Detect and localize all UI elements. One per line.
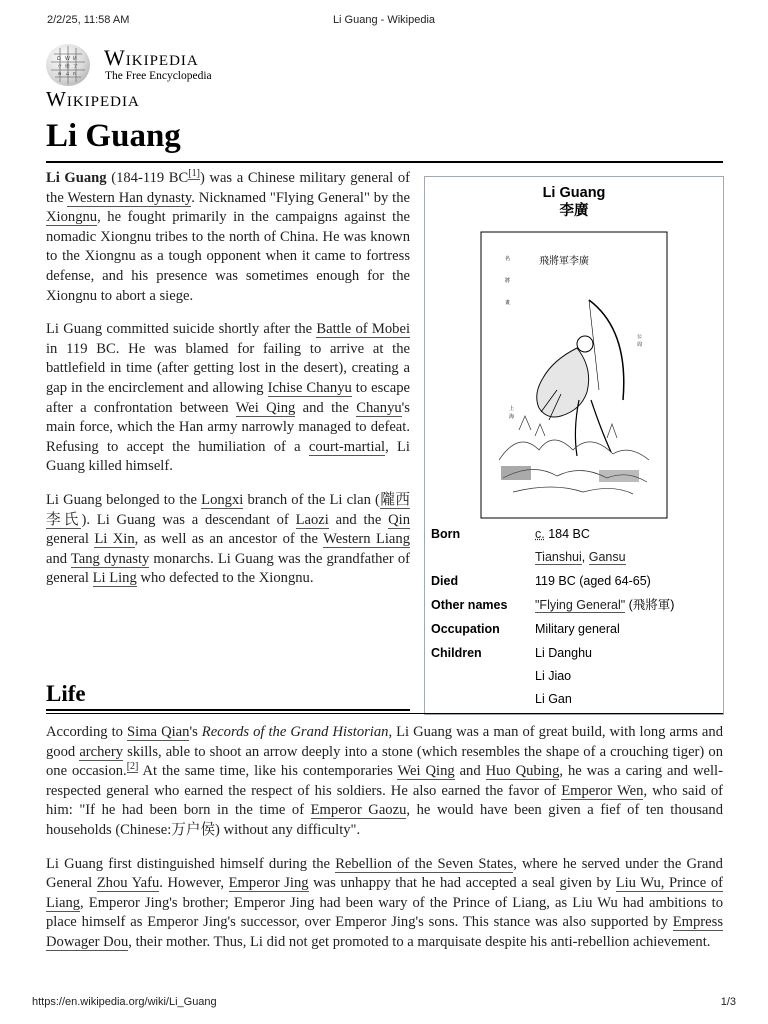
infobox-title bbox=[425, 184, 723, 220]
link-emperor-wen[interactable]: Emperor Wen bbox=[561, 782, 644, 799]
link-circa[interactable]: c. bbox=[535, 527, 545, 541]
section-divider bbox=[46, 709, 410, 711]
infobox-table bbox=[431, 526, 719, 722]
text-span: Li Guang first distinguished himself during the bbox=[46, 855, 336, 872]
link-western-han[interactable]: Western Han dynasty bbox=[67, 189, 192, 206]
svg-text:И: И bbox=[73, 56, 77, 62]
text-span: . Nicknamed "Flying General" by the bbox=[191, 189, 411, 206]
infobox-row-born bbox=[431, 526, 719, 573]
text-span: , he was a caring and well-respected general who earned the respect of his soldiers. He also earned the favor of bbox=[46, 763, 723, 799]
wikipedia-wordmark-secondary: Wikipedia bbox=[46, 87, 140, 111]
infobox-name-chinese: 李廣 bbox=[559, 203, 589, 219]
reference-link[interactable]: [1] bbox=[188, 168, 200, 180]
infobox bbox=[424, 176, 724, 715]
svg-text:ア: ア bbox=[73, 64, 79, 70]
text-span: monarchs. Li Guang was the grandfather of general bbox=[46, 550, 410, 587]
link-emperor-jing[interactable]: Emperor Jing bbox=[228, 875, 309, 892]
text-span: According to bbox=[46, 724, 128, 740]
svg-text:ค: ค bbox=[58, 71, 62, 77]
infobox-value: Military general bbox=[535, 622, 620, 636]
text-span: was unhappy that he had accepted a seal given by bbox=[308, 875, 616, 892]
text-span: , who said of him: "If he had been born in the time of bbox=[46, 782, 723, 819]
text-span: and the bbox=[295, 399, 357, 416]
life-text bbox=[46, 723, 723, 967]
text-span: ) was a Chinese military general of the bbox=[46, 170, 410, 206]
infobox-row-other-names bbox=[431, 597, 719, 621]
text-span: ). Li Guang was a descendant of bbox=[81, 511, 296, 528]
text-span: Li Guang belonged to the bbox=[46, 491, 202, 508]
intro-paragraph-2 bbox=[46, 320, 410, 477]
text-span: 's bbox=[189, 724, 202, 740]
wikipedia-wordmark: Wikipedia bbox=[104, 45, 199, 70]
text-span: , he would have been given a fief of ten thousand households (Chinese:万户侯) without any difficulty". bbox=[46, 802, 723, 838]
svg-text:维: 维 bbox=[65, 64, 71, 70]
section-heading-life: Life bbox=[46, 681, 86, 706]
infobox-label: Occupation bbox=[431, 622, 500, 636]
wikipedia-globe-icon bbox=[46, 44, 90, 86]
link-battle-of-mobei[interactable]: Battle of Mobei bbox=[316, 321, 410, 338]
intro-text bbox=[46, 169, 410, 603]
svg-text:上: 上 bbox=[509, 406, 515, 412]
child-name: Li Danghu bbox=[535, 646, 592, 660]
infobox-row-died bbox=[431, 573, 719, 597]
link-li-xin[interactable]: Li Xin bbox=[94, 531, 135, 548]
svg-text:周: 周 bbox=[637, 342, 643, 348]
link-flying-general[interactable]: "Flying General" bbox=[535, 598, 626, 612]
other-name-chinese: (飛將軍) bbox=[625, 598, 675, 612]
text-span: and the bbox=[328, 511, 389, 528]
link-ichise-chanyu[interactable]: Ichise Chanyu bbox=[267, 379, 352, 396]
link-western-liang[interactable]: Western Liang bbox=[323, 531, 411, 548]
link-rebellion-seven-states[interactable]: Rebellion of the Seven States bbox=[335, 855, 514, 872]
link-wei-qing[interactable]: Wei Qing bbox=[235, 399, 296, 416]
print-datetime: 2/2/25, 11:58 AM bbox=[47, 14, 130, 26]
child-name: Li Gan bbox=[535, 692, 572, 706]
intro-paragraph-1 bbox=[46, 169, 410, 306]
svg-text:W: W bbox=[65, 56, 70, 62]
infobox-value: 119 BC (aged 64-65) bbox=[535, 574, 651, 588]
link-huo-qubing[interactable]: Huo Qubing bbox=[485, 763, 560, 780]
link-archery[interactable]: archery bbox=[79, 743, 124, 760]
life-paragraph-1 bbox=[46, 723, 723, 841]
intro-paragraph-3 bbox=[46, 491, 410, 589]
link-qin[interactable]: Qin bbox=[388, 511, 410, 528]
text-span: 's main force, which the Han army narrowly managed to defeat. Refusing to accept the humiliation of a bbox=[46, 399, 410, 455]
link-gansu[interactable]: Gansu bbox=[588, 550, 626, 564]
book-title: Records of the Grand Historian bbox=[201, 724, 389, 740]
separator: , bbox=[581, 550, 589, 564]
infobox-value bbox=[535, 526, 719, 573]
subject-name: Li Guang bbox=[46, 170, 107, 186]
infobox-name: Li Guang bbox=[542, 185, 606, 201]
text-span: in 119 BC. He was blamed for failing to arrive at the battlefield in time (after getting lost in the desert), creating a gap in the encirclement and allowing bbox=[46, 340, 410, 396]
reference-link[interactable]: [2] bbox=[126, 761, 139, 773]
section-divider bbox=[46, 713, 723, 714]
text-span: Li Guang committed suicide shortly after the bbox=[46, 321, 317, 338]
link-tang-dynasty[interactable]: Tang dynasty bbox=[70, 550, 150, 567]
link-empress-dowager-dou[interactable]: Empress Dowager Dou bbox=[46, 914, 723, 950]
text-span: to escape after a confrontation between bbox=[46, 379, 410, 416]
page-title: Li Guang bbox=[46, 118, 181, 154]
text-span: general bbox=[46, 531, 95, 548]
link-laozi[interactable]: Laozi bbox=[295, 511, 329, 528]
link-court-martial[interactable]: court-martial bbox=[308, 438, 386, 455]
infobox-label: Born bbox=[431, 527, 461, 541]
portrait-image[interactable] bbox=[479, 230, 669, 520]
born-date: 184 BC bbox=[544, 527, 590, 541]
portrait-caption: 飛將軍李廣 bbox=[539, 256, 589, 267]
infobox-row-children bbox=[431, 645, 719, 722]
link-liu-wu[interactable]: Liu Wu, Prince of Liang bbox=[46, 875, 723, 911]
life-paragraph-2 bbox=[46, 855, 723, 953]
text-span: , where he served under the Grand General bbox=[46, 855, 723, 892]
text-span: , Li Guang was a man of great build, with long arms and good bbox=[46, 724, 723, 760]
text-span: . However, bbox=[159, 875, 229, 892]
svg-text:ი: ი bbox=[73, 71, 76, 77]
svg-text:海: 海 bbox=[509, 414, 515, 420]
link-chanyu[interactable]: Chanyu bbox=[356, 399, 402, 416]
link-sima-qian[interactable]: Sima Qian bbox=[127, 724, 190, 740]
print-doc-title: Li Guang - Wikipedia bbox=[332, 14, 436, 26]
text-span: skills, able to shoot an arrow deeply into a stone (which resembles the shape of a crouching tiger) on one occasion. bbox=[46, 743, 723, 780]
text-span: and bbox=[454, 763, 486, 780]
text-span: and bbox=[46, 550, 71, 567]
svg-text:公: 公 bbox=[637, 334, 643, 340]
text-span: who defected to the Xiongnu. bbox=[136, 570, 314, 587]
infobox-value bbox=[535, 597, 719, 621]
svg-text:畫: 畫 bbox=[505, 300, 511, 306]
text-span: (184-119 BC bbox=[106, 170, 189, 186]
link-tianshui[interactable]: Tianshui bbox=[535, 550, 582, 564]
wikipedia-tagline: The Free Encyclopedia bbox=[105, 70, 212, 82]
link-xiongnu[interactable]: Xiongnu bbox=[46, 209, 98, 226]
link-emperor-gaozu[interactable]: Emperor Gaozu bbox=[310, 802, 407, 819]
text-span: At the same time, like his contemporaries bbox=[138, 763, 398, 780]
print-page-number: 1/3 bbox=[720, 996, 736, 1008]
svg-text:ವಿ: ವಿ bbox=[66, 71, 70, 77]
infobox-label: Children bbox=[431, 646, 482, 660]
text-span: , as well as an ancestor of the bbox=[134, 531, 324, 548]
link-longxi[interactable]: Longxi bbox=[201, 491, 244, 508]
svg-text:將: 將 bbox=[505, 278, 511, 284]
text-span: branch of the Li clan ( bbox=[243, 491, 380, 508]
infobox-row-occupation bbox=[431, 621, 719, 645]
text-span: , Emperor Jing's brother; Emperor Jing had been wary of the Prince of Liang, as Liu Wu had ambitions to place himself as Emperor Jing's successor, over Emperor Jing's sons. This stance was also supported by bbox=[46, 894, 723, 931]
svg-text:Ω: Ω bbox=[57, 56, 61, 62]
title-divider bbox=[46, 161, 723, 163]
infobox-value bbox=[535, 645, 719, 722]
infobox-label: Other names bbox=[431, 598, 508, 612]
svg-text:名: 名 bbox=[505, 256, 511, 262]
text-span: , he fought primarily in the campaigns against the nomadic Xiongnu tribes to the north of China. He was known to the Xiongnu as a tough opponent when it came to fortress defense, and his presence was sometimes enough for the Xiongnu to abort a siege. bbox=[46, 209, 410, 304]
link-wei-qing[interactable]: Wei Qing bbox=[397, 763, 455, 780]
link-longxi-li-clan[interactable]: 隴西李氏 bbox=[46, 491, 411, 528]
link-li-ling[interactable]: Li Ling bbox=[92, 570, 137, 587]
child-name: Li Jiao bbox=[535, 669, 572, 683]
print-url: https://en.wikipedia.org/wiki/Li_Guang bbox=[32, 996, 217, 1008]
svg-text:ウ: ウ bbox=[57, 64, 63, 70]
text-span: , their mother. Thus, Li did not get promoted to a marquisate despite his anti-rebellion achievement. bbox=[128, 933, 711, 950]
infobox-label: Died bbox=[431, 574, 459, 588]
text-span: , Li Guang killed himself. bbox=[46, 438, 410, 475]
link-zhou-yafu[interactable]: Zhou Yafu bbox=[96, 875, 160, 892]
